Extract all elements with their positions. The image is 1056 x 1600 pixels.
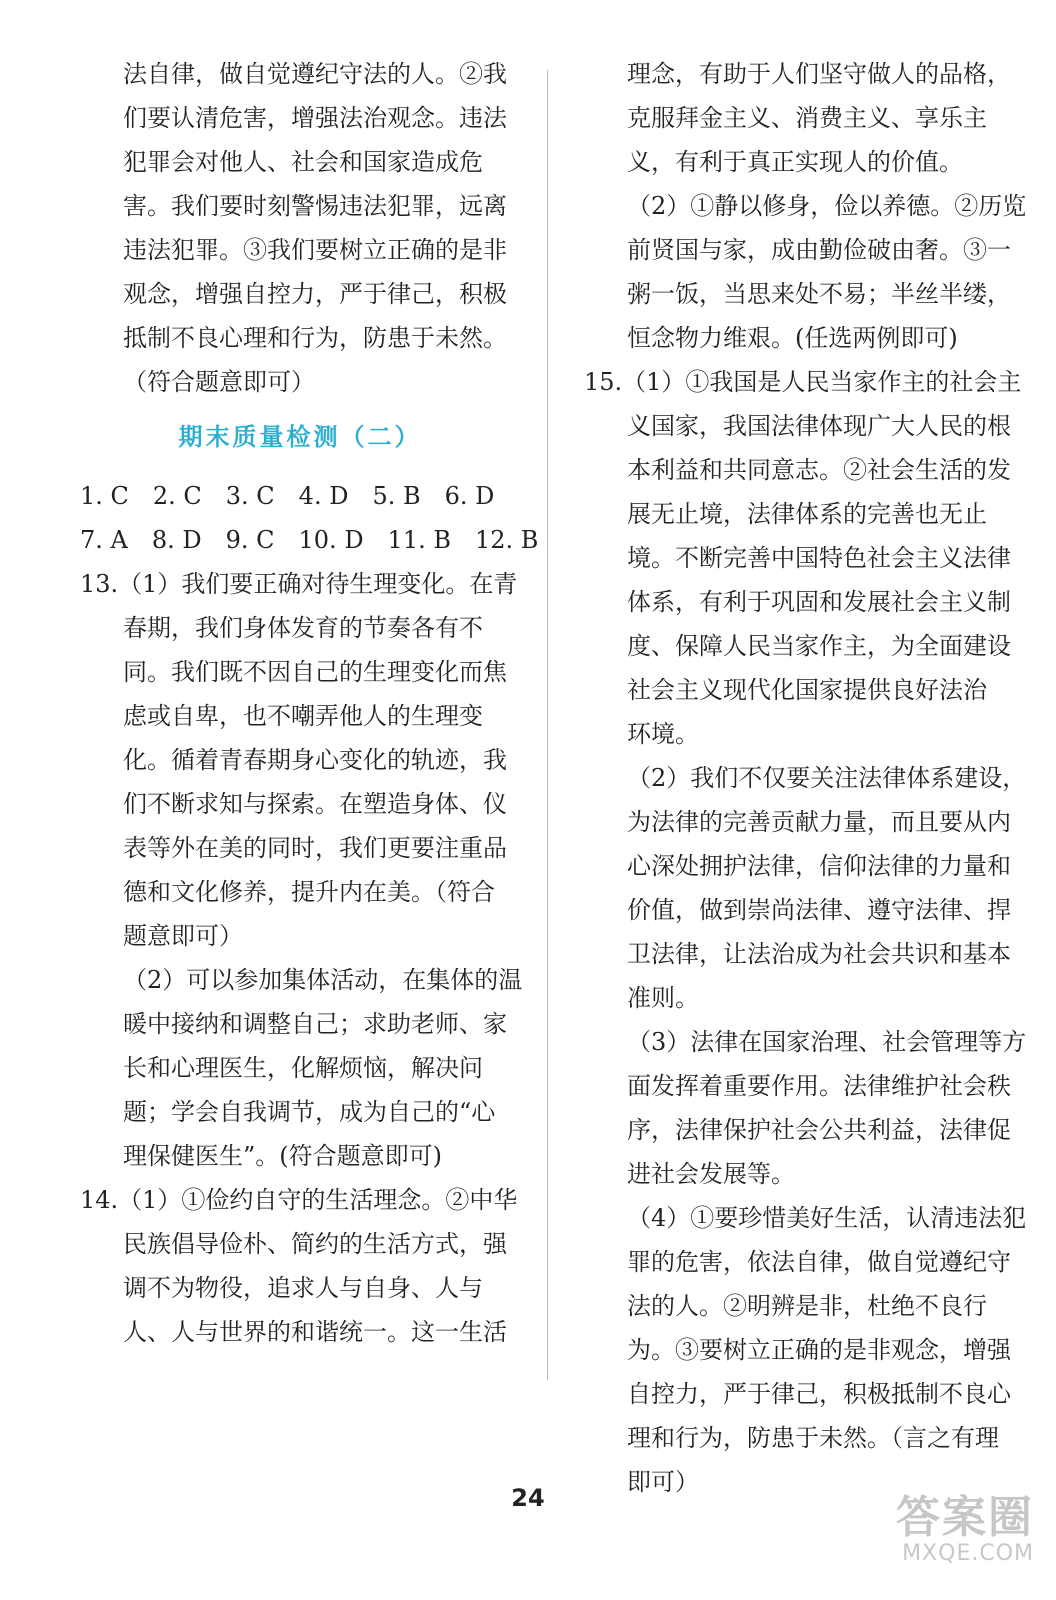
text-line: 义，有利于真正实现人的价值。 bbox=[627, 148, 963, 176]
text-line: 恒念物力维艰。(任选两例即可) bbox=[627, 324, 958, 352]
question-15 bbox=[584, 360, 1027, 1504]
text-line: 题；学会自我调节，成为自己的“心 bbox=[123, 1098, 496, 1126]
section-title: 期末质量检测（二） bbox=[178, 423, 422, 451]
text-line: 违法犯罪。③我们要树立正确的是非 bbox=[123, 236, 507, 264]
text-line: 法的人。②明辨是非，杜绝不良行 bbox=[627, 1292, 987, 1320]
right-column bbox=[584, 52, 1027, 1504]
answers-row-2: 7. A 8. D 9. C 10. D 11. B 12. B bbox=[80, 526, 539, 554]
watermark bbox=[864, 1494, 1034, 1576]
text-line: 自控力，严于律己，积极抵制不良心 bbox=[627, 1380, 1011, 1408]
text-line: 们不断求知与探索。在塑造身体、仪 bbox=[123, 790, 507, 818]
text-line: 价值，做到崇尚法律、遵守法律、捍 bbox=[627, 896, 1011, 924]
text-line: 面发挥着重要作用。法律维护社会秩 bbox=[627, 1072, 1011, 1100]
text-line: 抵制不良心理和行为，防患于未然。 bbox=[123, 324, 507, 352]
text-line: 义国家，我国法律体现广大人民的根 bbox=[627, 412, 1011, 440]
text-line: 进社会发展等。 bbox=[627, 1160, 795, 1188]
text-line: 法自律，做自觉遵纪守法的人。②我 bbox=[123, 60, 507, 88]
text-line: （3）法律在国家治理、社会管理等方 bbox=[627, 1028, 1027, 1056]
text-line: 社会主义现代化国家提供良好法治 bbox=[627, 676, 987, 704]
text-line: 为法律的完善贡献力量，而且要从内 bbox=[627, 808, 1011, 836]
text-line: 准则。 bbox=[627, 984, 699, 1012]
text-line: 前贤国与家，成由勤俭破由奢。③一 bbox=[627, 236, 1011, 264]
text-line: （2）可以参加集体活动，在集体的温 bbox=[123, 966, 523, 994]
question-number-line: 14.（1）①俭约自守的生活理念。②中华 bbox=[80, 1186, 518, 1214]
question-14 bbox=[80, 1178, 520, 1354]
text-line: 德和文化修养，提升内在美。（符合 bbox=[123, 878, 495, 906]
text-line: 为。③要树立正确的是非观念，增强 bbox=[627, 1336, 1011, 1364]
text-line: 罪的危害，依法自律，做自觉遵纪守 bbox=[627, 1248, 1011, 1276]
question-number-line: 13.（1）我们要正确对待生理变化。在青 bbox=[80, 570, 518, 598]
text-line: 理保健医生”。(符合题意即可) bbox=[123, 1142, 442, 1170]
text-line: 同。我们既不因自己的生理变化而焦 bbox=[123, 658, 507, 686]
text-line: 本利益和共同意志。②社会生活的发 bbox=[627, 456, 1011, 484]
text-line: （2）①静以修身，俭以养德。②历览 bbox=[627, 192, 1027, 220]
text-line: 虑或自卑，也不嘲弄他人的生理变 bbox=[123, 702, 483, 730]
text-line: 理念，有助于人们坚守做人的品格， bbox=[627, 60, 1011, 88]
text-line: （符合题意即可） bbox=[123, 368, 315, 396]
text-line: 犯罪会对他人、社会和国家造成危 bbox=[123, 148, 483, 176]
text-line: 境。不断完善中国特色社会主义法律 bbox=[627, 544, 1011, 572]
text-line: 化。循着青春期身心变化的轨迹，我 bbox=[123, 746, 507, 774]
text-line: 心深处拥护法律，信仰法律的力量和 bbox=[627, 852, 1011, 880]
answers-row-1: 1. C 2. C 3. C 4. D 5. B 6. D bbox=[80, 482, 495, 510]
q12-continuation bbox=[80, 52, 520, 404]
text-line: 长和心理医生，化解烦恼，解决问 bbox=[123, 1054, 483, 1082]
text-line: 卫法律，让法治成为社会共识和基本 bbox=[627, 940, 1011, 968]
question-number-line: 15.（1）①我国是人民当家作主的社会主 bbox=[584, 368, 1022, 396]
text-line: 人、人与世界的和谐统一。这一生活 bbox=[123, 1318, 507, 1346]
text-line: 体系，有利于巩固和发展社会主义制 bbox=[627, 588, 1011, 616]
question-13 bbox=[80, 562, 523, 1178]
text-line: 理和行为，防患于未然。（言之有理 bbox=[627, 1424, 999, 1452]
text-line: 粥一饭，当思来处不易；半丝半缕， bbox=[627, 280, 1011, 308]
text-line: 春期，我们身体发育的节奏各有不 bbox=[123, 614, 483, 642]
column-divider bbox=[547, 70, 548, 1380]
watermark-logo: 答案圈 bbox=[896, 1492, 1034, 1543]
text-line: 即可） bbox=[627, 1468, 699, 1496]
text-line: 序，法律保护社会公共利益，法律促 bbox=[627, 1116, 1011, 1144]
text-line: 克服拜金主义、消费主义、享乐主 bbox=[627, 104, 987, 132]
text-line: 们要认清危害，增强法治观念。违法 bbox=[123, 104, 507, 132]
text-line: 度、保障人民当家作主，为全面建设 bbox=[627, 632, 1011, 660]
text-line: 害。我们要时刻警惕违法犯罪，远离 bbox=[123, 192, 507, 220]
watermark-site: MXQE.COM bbox=[902, 1541, 1034, 1566]
page-number: 24 bbox=[511, 1484, 545, 1512]
text-line: 题意即可） bbox=[123, 922, 243, 950]
text-line: 环境。 bbox=[627, 720, 699, 748]
text-line: 观念，增强自控力，严于律己，积极 bbox=[123, 280, 507, 308]
text-line: 民族倡导俭朴、简约的生活方式，强 bbox=[123, 1230, 507, 1258]
question-14-continuation bbox=[584, 52, 1027, 360]
text-line: 暖中接纳和调整自己；求助老师、家 bbox=[123, 1010, 507, 1038]
text-line: （2）我们不仅要关注法律体系建设， bbox=[627, 764, 1027, 792]
text-line: 展无止境，法律体系的完善也无止 bbox=[627, 500, 987, 528]
text-line: （4）①要珍惜美好生活，认清违法犯 bbox=[627, 1204, 1027, 1232]
text-line: 表等外在美的同时，我们更要注重品 bbox=[123, 834, 507, 862]
text-line: 调不为物役，追求人与自身、人与 bbox=[123, 1274, 483, 1302]
left-column bbox=[80, 52, 539, 1354]
